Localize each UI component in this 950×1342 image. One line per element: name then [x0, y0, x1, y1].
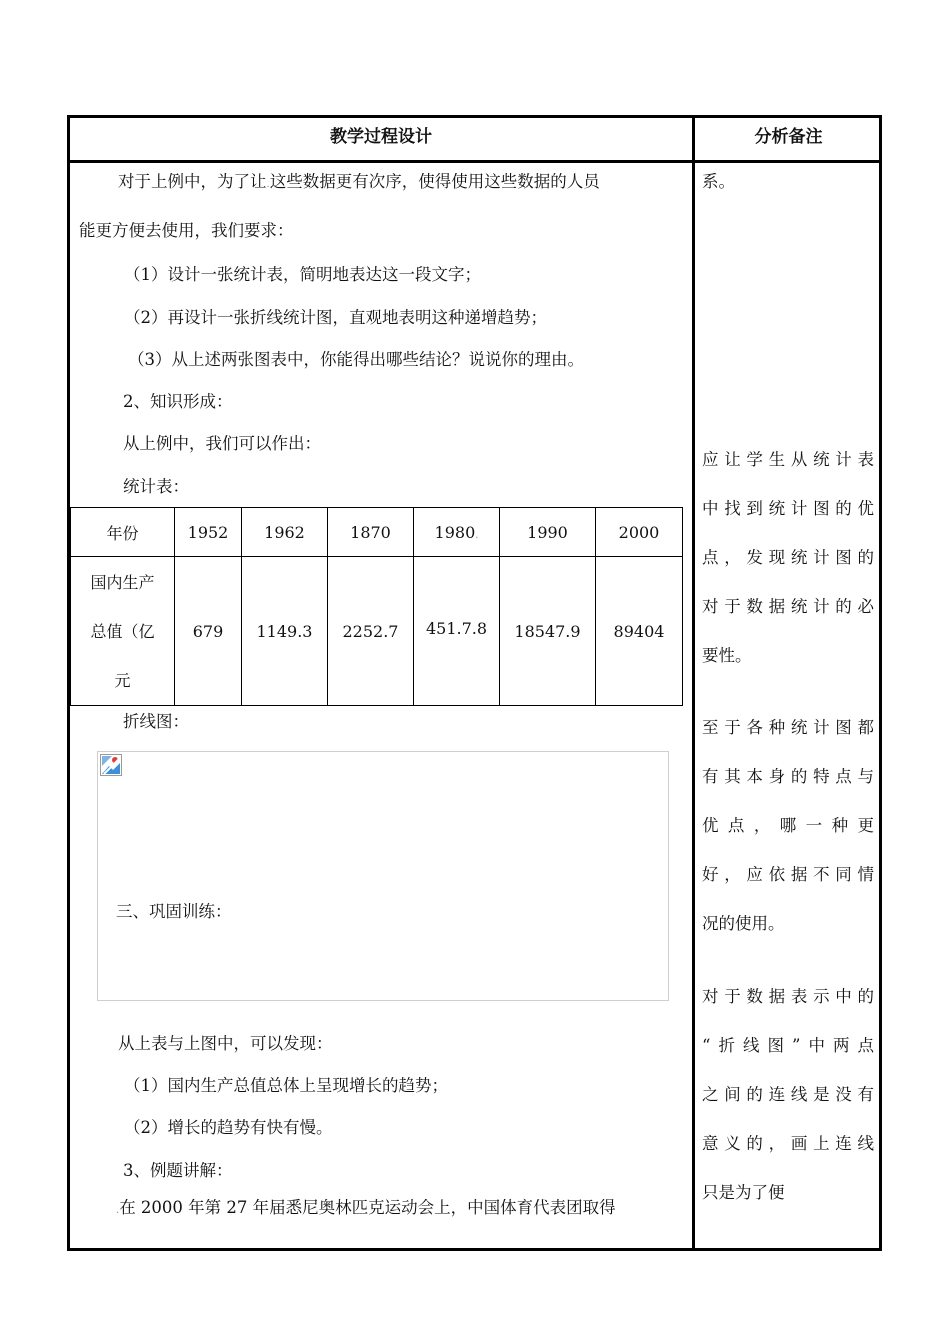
row-header-year: 年份 [71, 508, 175, 557]
finding-2: （2）增长的趋势有快有慢。 [124, 1118, 333, 1137]
example-text: .在 2000 年第 27 年届悉尼奥林匹克运动会上，中国体育代表团取得 [116, 1198, 616, 1217]
year-cell: 1990 [500, 508, 596, 557]
table-row-years [71, 508, 683, 557]
lesson-design-table [67, 115, 882, 1251]
row-header-gdp: 国内生产 总值（亿 元 [71, 557, 175, 706]
note-table-vs-chart: 应让学生从统计表 中找到统计图的优 点，发现统计图的 对于数据统计的必 要性。 [702, 450, 874, 665]
section-example: 3、例题讲解： [123, 1161, 233, 1180]
table-row-gdp [71, 557, 683, 706]
finding-1: （1）国内生产总值总体上呈现增长的趋势； [124, 1076, 448, 1095]
gdp-value-cell: 2252.7 [328, 557, 414, 706]
gdp-value-cell: 679 [175, 557, 242, 706]
intro-text: 从上例中，我们可以作出： [123, 434, 321, 453]
line-chart-label: 折线图： [123, 712, 189, 731]
gdp-value-cell: 18547.9 [500, 557, 596, 706]
section-knowledge-formation: 2、知识形成： [123, 392, 233, 411]
year-cell: 1870 [328, 508, 414, 557]
gdp-statistics-table [70, 507, 683, 706]
section-consolidation: 三、巩固训练： [116, 902, 232, 921]
year-cell: 1962 [242, 508, 328, 557]
note-continuation: 系。 [702, 172, 735, 191]
table-label: 统计表： [123, 477, 189, 496]
year-cell: 1980. [414, 508, 500, 557]
gdp-value-cell: 1149.3 [242, 557, 328, 706]
line-chart-placeholder [97, 751, 669, 1001]
paragraph-1-line-2: 能更方便去使用，我们要求： [79, 221, 294, 240]
gdp-value-cell: 89404 [596, 557, 683, 706]
note-line-chart: 对于数据表示中的 “折线图”中两点 之间的连线是没有 意义的，画上连线 只是为了便 [702, 987, 874, 1202]
requirement-3: （3）从上述两张图表中，你能得出哪些结论？说说你的理由。 [128, 350, 584, 369]
gdp-value-cell: 451.7.8 [414, 557, 500, 706]
header-teaching-process: 教学过程设计 [330, 127, 432, 147]
broken-image-icon [100, 754, 122, 776]
column-divider [692, 118, 695, 1248]
header-analysis-notes: 分析备注 [754, 127, 823, 147]
year-cell: 2000 [596, 508, 683, 557]
note-chart-types: 至于各种统计图都 有其本身的特点与 优 点 ， 哪 一 种 更 好，应依据不同情 况的使用。 [702, 718, 874, 933]
header-divider [70, 160, 879, 163]
finding-intro: 从上表与上图中，可以发现： [118, 1034, 333, 1053]
paragraph-1: 对于上例中，为了让.这些数据更有次序，使得使用这些数据的人员 [118, 172, 600, 191]
requirement-2: （2）再设计一张折线统计图，直观地表明这种递增趋势； [124, 308, 547, 327]
year-cell: 1952 [175, 508, 242, 557]
requirement-1: （1）设计一张统计表，简明地表达这一段文字； [124, 265, 481, 284]
